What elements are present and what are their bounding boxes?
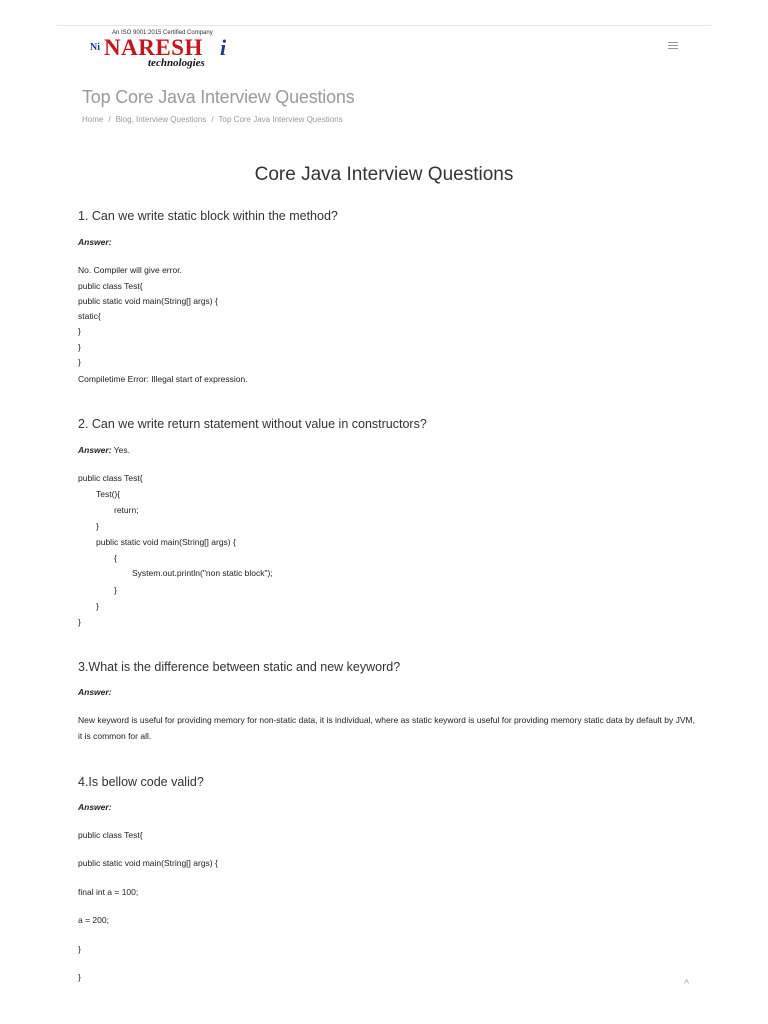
logo-brand-i: i [220, 35, 227, 60]
code-line: } [78, 944, 81, 954]
code-line: static{ [78, 311, 101, 321]
code-line: Test(){ [96, 489, 121, 499]
code-line: { [114, 553, 117, 563]
header-divider [57, 25, 711, 26]
logo-ni: Ni [90, 42, 100, 53]
code-line: return; [114, 505, 139, 515]
code-line: public class Test{ [78, 473, 143, 483]
code-line: final int a = 100; [78, 887, 139, 897]
code-line: } [96, 521, 99, 531]
code-line: public static void main(String[] args) { [78, 858, 218, 868]
code-line: } [114, 585, 117, 595]
breadcrumb-current: Top Core Java Interview Questions [218, 115, 343, 124]
logo-iso-text: An ISO 9001:2015 Certified Company [112, 30, 213, 36]
question-1: 1. Can we write static block within the method? [78, 209, 338, 223]
chevron-up-icon[interactable]: ^ [684, 978, 690, 990]
code-line: public static void main(String[] args) { [96, 537, 236, 547]
logo[interactable] [88, 30, 248, 74]
code-line: } [78, 617, 81, 627]
breadcrumb-separator: / [108, 115, 111, 124]
code-line: } [78, 326, 81, 336]
breadcrumb-blog[interactable]: Blog, [115, 115, 134, 124]
logo-brand: NARESH [104, 35, 203, 60]
code-line: } [78, 357, 81, 367]
code-line: public class Test{ [78, 830, 143, 840]
answer-2-label: Answer: Yes. [78, 445, 130, 455]
code-line: public class Test{ [78, 281, 143, 291]
breadcrumb [82, 115, 343, 124]
question-4: 4.Is bellow code valid? [78, 775, 204, 789]
code-line: System.out.println("non static block"); [132, 568, 273, 578]
answer-3-label: Answer: [78, 687, 112, 697]
answer-4-label: Answer: [78, 802, 112, 812]
code-line: a = 200; [78, 915, 109, 925]
code-line: } [96, 601, 99, 611]
article-heading: Core Java Interview Questions [254, 164, 514, 185]
page-title: Top Core Java Interview Questions [82, 87, 355, 107]
breadcrumb-home[interactable]: Home [82, 115, 104, 124]
answer-1-label: Answer: [78, 237, 112, 247]
code-line: public static void main(String[] args) { [78, 296, 218, 306]
breadcrumb-category[interactable]: Interview Questions [136, 115, 207, 124]
answer-3-text: New keyword is useful for providing memory for non-static data, it is individual, where as static keyword is useful for providing memory static data by default by JVM, it is common for all. [78, 715, 695, 741]
logo-subtitle: technologies [148, 57, 205, 69]
code-line: } [78, 342, 81, 352]
question-2: 2. Can we write return statement without value in constructors? [78, 417, 427, 431]
code-line: } [78, 972, 81, 982]
code-line: Compiletime Error: Illegal start of expression. [78, 374, 248, 384]
breadcrumb-separator: / [211, 115, 214, 124]
question-3: 3.What is the difference between static and new keyword? [78, 660, 401, 674]
hamburger-menu-icon[interactable] [668, 42, 678, 52]
code-line: No. Compiler will give error. [78, 265, 182, 275]
answer-2-text: Yes. [111, 445, 130, 455]
